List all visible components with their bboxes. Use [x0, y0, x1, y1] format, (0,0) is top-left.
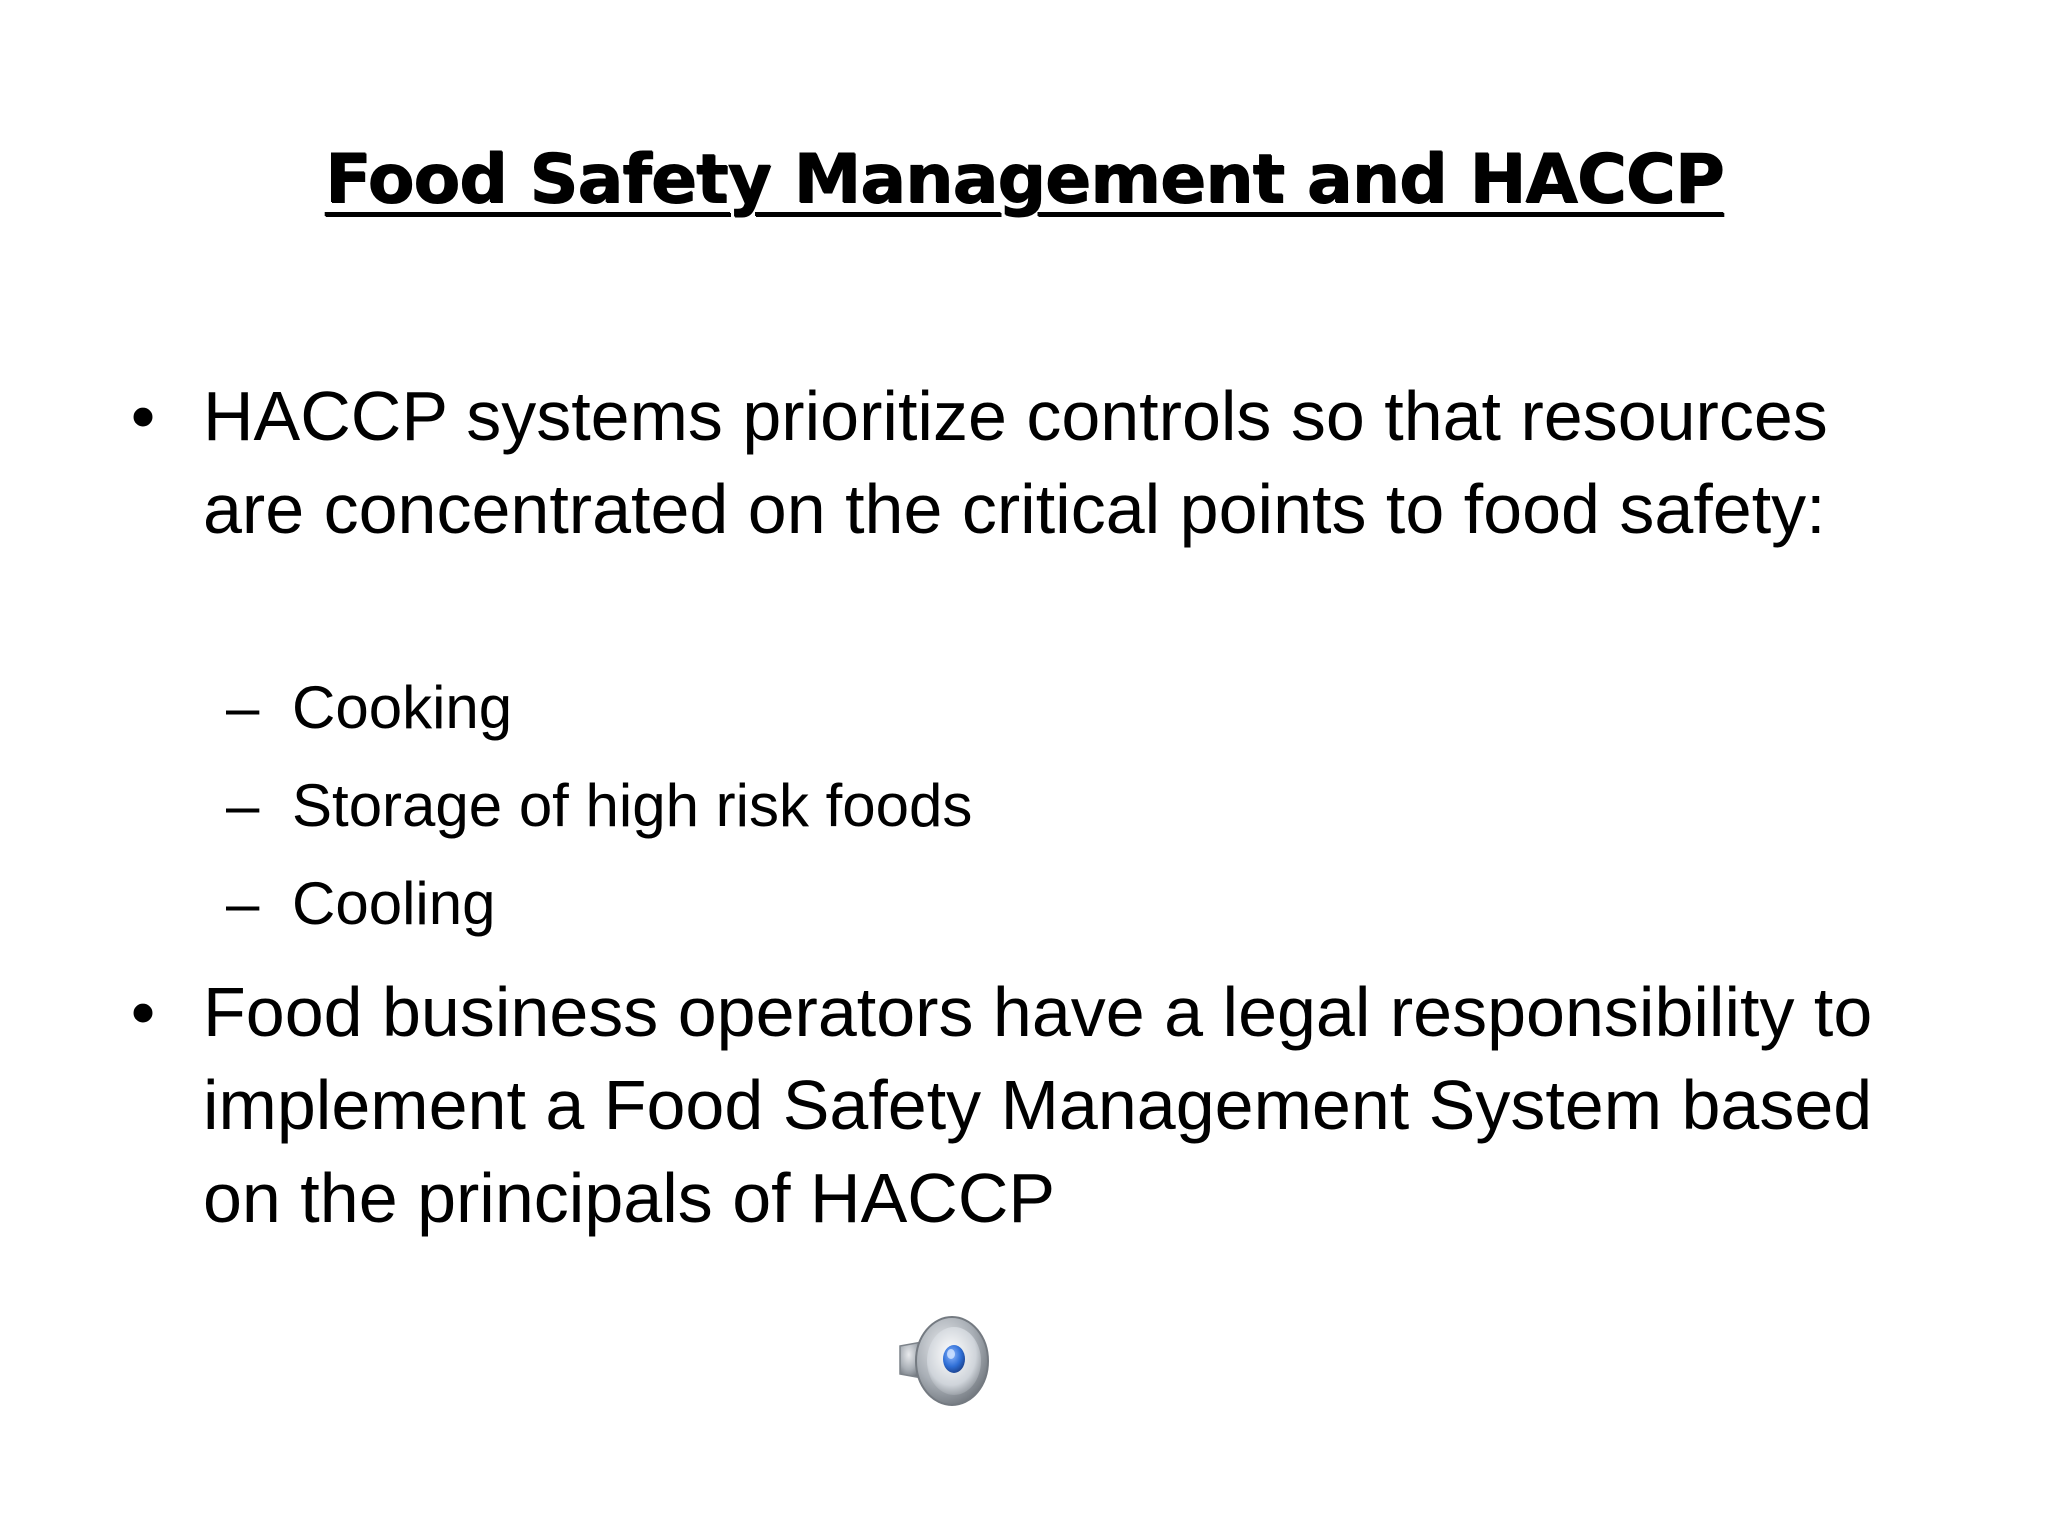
sub-bullet-item	[226, 864, 496, 944]
sub-bullet-marker: –	[226, 870, 260, 937]
sub-bullet-text: Cooling	[292, 870, 496, 937]
bullet-item	[130, 966, 1903, 1245]
bullet-item	[130, 370, 1903, 556]
slide-title-text: Food Safety Management and HACCP	[324, 140, 1724, 219]
sub-bullet-text: Storage of high risk foods	[292, 772, 973, 839]
bullet-text: Food business operators have a legal responsibility to implement a Food Safety Management System based on the principals of HACCP	[203, 973, 1873, 1237]
sub-bullet-item	[226, 766, 973, 846]
sub-bullet-marker: –	[226, 772, 260, 839]
speaker-icon-graphic	[892, 1306, 1002, 1416]
sub-bullet-item	[226, 668, 513, 748]
speaker-icon[interactable]	[892, 1306, 1002, 1416]
sub-bullet-marker: –	[226, 674, 260, 741]
bullet-marker: •	[130, 377, 156, 455]
bullet-marker: •	[130, 973, 156, 1051]
sub-bullet-text: Cooking	[292, 674, 513, 741]
bullet-text: HACCP systems prioritize controls so that resources are concentrated on the critical points to food safety:	[203, 377, 1828, 548]
